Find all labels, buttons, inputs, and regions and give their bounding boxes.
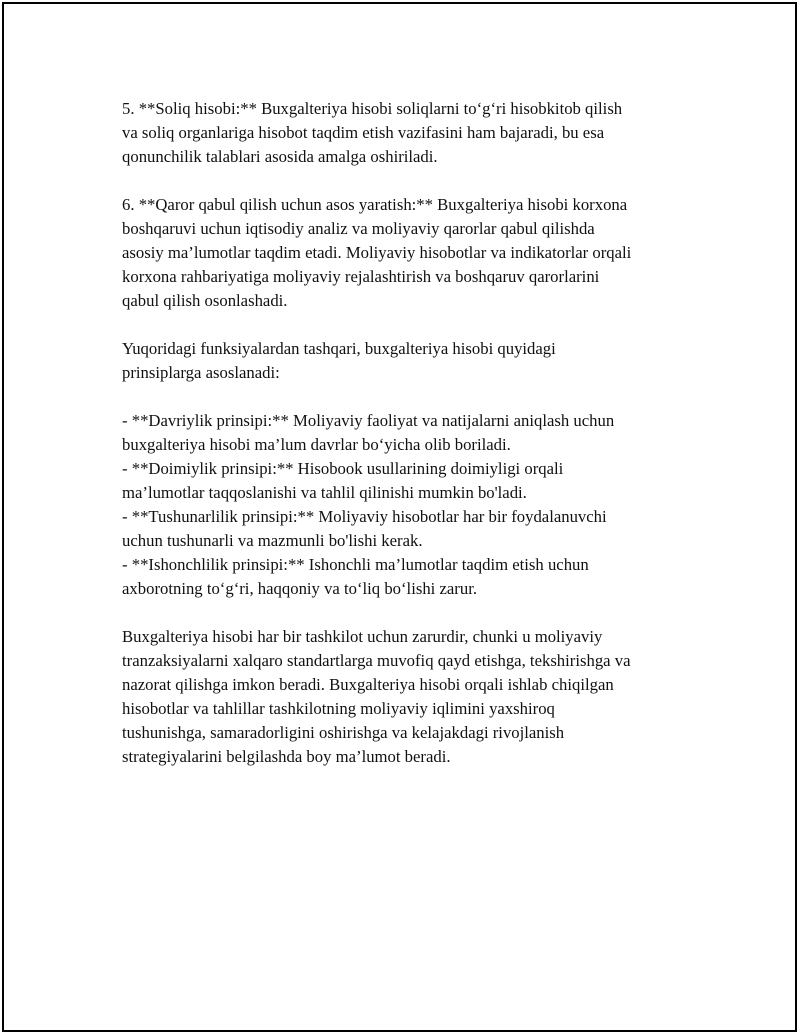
- list-item-line: - **Tushunarlilik prinsipi:** Moliyaviy hisobotlar har bir foydalanuvchi: [122, 507, 607, 526]
- text-line: va soliq organlariga hisobot taqdim etish vazifasini ham bajaradi, bu esa: [122, 123, 605, 142]
- document-body: [122, 97, 722, 793]
- text-line: Yuqoridagi funksiyalardan tashqari, buxgalteriya hisobi quyidagi: [122, 339, 556, 358]
- list-item-line: buxgalteriya hisobi ma’lum davrlar bo‘yicha olib boriladi.: [122, 435, 511, 454]
- text-line: 5. **Soliq hisobi:** Buxgalteriya hisobi soliqlarni to‘g‘ri hisobkitob qilish: [122, 99, 623, 118]
- paragraph-conclusion: [122, 625, 722, 769]
- text-line: tushunishga, samaradorligini oshirishga va kelajakdagi rivojlanish: [122, 723, 565, 742]
- list-item-line: - **Ishonchlilik prinsipi:** Ishonchli ma’lumotlar taqdim etish uchun: [122, 555, 589, 574]
- text-line: korxona rahbariyatiga moliyaviy rejalashtirish va boshqaruv qarorlarini: [122, 267, 600, 286]
- list-item-line: uchun tushunarli va mazmunli bo'lishi kerak.: [122, 531, 423, 550]
- text-line: prinsiplarga asoslanadi:: [122, 363, 280, 382]
- list-item-line: - **Davriylik prinsipi:** Moliyaviy faoliyat va natijalarni aniqlash uchun: [122, 411, 615, 430]
- text-line: 6. **Qaror qabul qilish uchun asos yaratish:** Buxgalteriya hisobi korxona: [122, 195, 628, 214]
- text-line: strategiyalarini belgilashda boy ma’lumot beradi.: [122, 747, 451, 766]
- list-item-line: - **Doimiylik prinsipi:** Hisobook usullarining doimiyligi orqali: [122, 459, 564, 478]
- text-line: qonunchilik talablari asosida amalga oshiriladi.: [122, 147, 438, 166]
- principles-list: [122, 409, 722, 601]
- text-line: nazorat qilishga imkon beradi. Buxgalteriya hisobi orqali ishlab chiqilgan: [122, 675, 614, 694]
- paragraph-qaror-qabul-qilish: [122, 193, 722, 313]
- text-line: Buxgalteriya hisobi har bir tashkilot uchun zarurdir, chunki u moliyaviy: [122, 627, 603, 646]
- text-line: qabul qilish osonlashadi.: [122, 291, 288, 310]
- paragraph-intro-principles: [122, 337, 722, 385]
- text-line: asosiy ma’lumotlar taqdim etadi. Moliyaviy hisobotlar va indikatorlar orqali: [122, 243, 632, 262]
- paragraph-soliq-hisobi: [122, 97, 722, 169]
- text-line: tranzaksiyalarni xalqaro standartlarga muvofiq qayd etishga, tekshirishga va: [122, 651, 631, 670]
- text-line: boshqaruvi uchun iqtisodiy analiz va moliyaviy qarorlar qabul qilishda: [122, 219, 595, 238]
- list-item-line: ma’lumotlar taqqoslanishi va tahlil qilinishi mumkin bo'ladi.: [122, 483, 527, 502]
- text-line: hisobotlar va tahlillar tashkilotning moliyaviy iqlimini yaxshiroq: [122, 699, 555, 718]
- page-border: [2, 2, 797, 1032]
- list-item-line: axborotning to‘g‘ri, haqqoniy va to‘liq bo‘lishi zarur.: [122, 579, 477, 598]
